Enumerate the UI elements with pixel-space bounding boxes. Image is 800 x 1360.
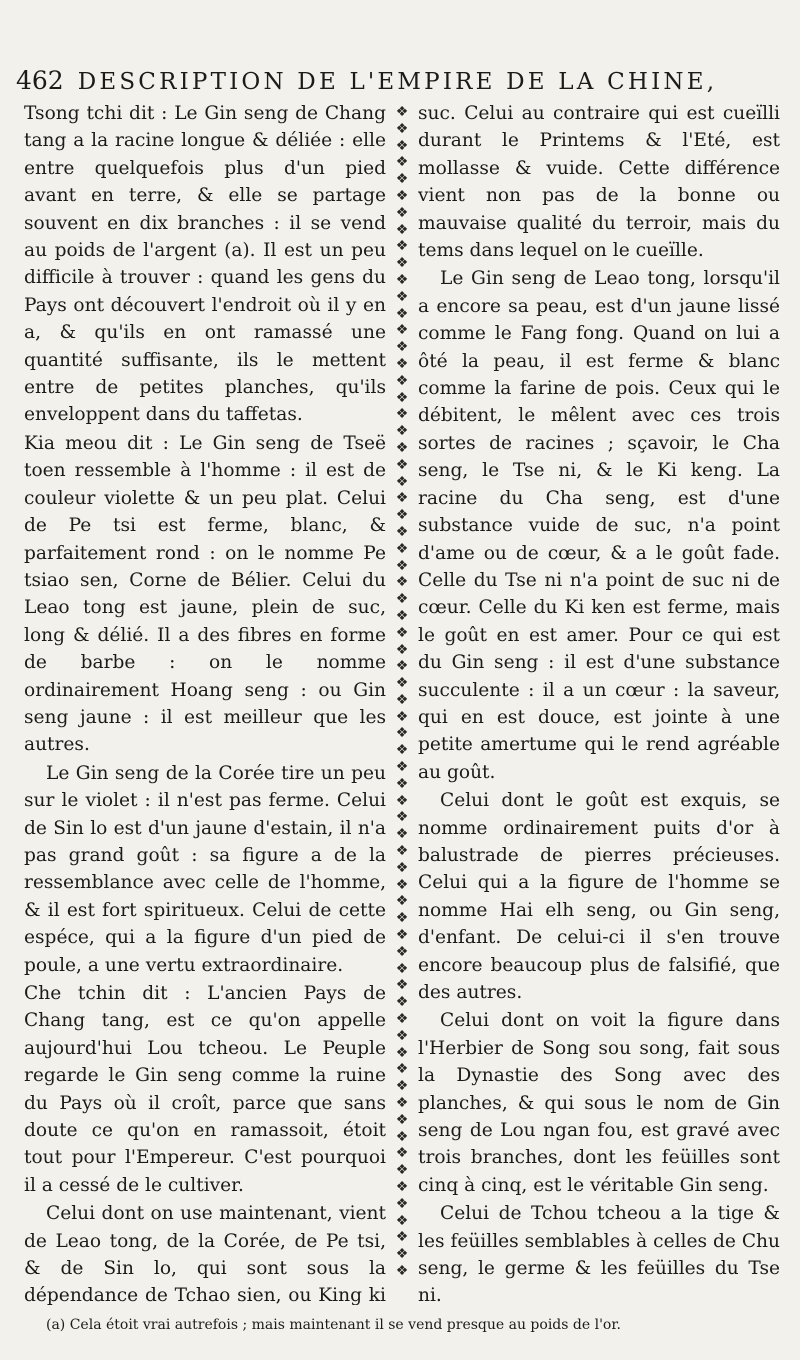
paragraph: Kia meou dit : Le Gin seng de Tseë toen ressemble à l'homme : il est de couleur violette & un peu plat. Celui de Pe tsi est ferme, blanc, & parfaitement rond : on le nomme Pe tsiao sen, Corne de Bélier. Celui du Leao tong est jaune, plein de suc, long & délié. Il a des fibres en forme de barbe : on le nomme ordinairement Hoang seng : ou Gin seng jaune : il est meilleur que les autres.: [24, 432, 386, 756]
paragraph: Che tchin dit : L'ancien Pays de Chang tang, est ce qu'on appelle aujourd'hui Lou tcheou. Le Peuple regarde le Gin seng comme la ruine du Pays où il croît, parce que sans doute ce qu'on en ramassoit, étoit tout pour l'Empereur. C'est pourquoi il a cessé de le cultiver.: [24, 983, 386, 1196]
footnote: (a) Cela étoit vrai autrefois ; mais maintenant il se vend presque au poids de l'or.: [46, 1317, 621, 1333]
right-column: [418, 100, 780, 1305]
paragraph: Celui dont on use maintenant, vient de Leao tong, de la Corée, de Pe tsi, & de Sin lo, qui sont sous la dépendance de Tchao sien, ou King ki: [24, 1203, 386, 1305]
left-column: [24, 100, 386, 1305]
running-title: DESCRIPTION DE L'EMPIRE DE LA CHINE,: [77, 69, 718, 95]
paragraph: Celui de Tchou tcheou a la tige & les feüilles semblables à celles de Chu seng, le germe & les feüilles du Tse ni.: [418, 1203, 780, 1305]
paragraph: Celui dont le goût est exquis, se nomme ordinairement puits d'or à balustrade de pierres précieuses. Celui qui a la figure de l'homme se nomme Hai elh seng, ou Gin seng, d'enfant. De celui-ci il s'en trouve encore beaucoup plus de falsifié, que des autres.: [418, 790, 780, 1003]
paragraph: Le Gin seng de Leao tong, lorsqu'il a encore sa peau, est d'un jaune lissé comme le Fang fong. Quand on lui a ôté la peau, il est ferme & blanc comme la farine de pois. Ceux qui le débitent, le mêlent avec ces trois sortes de racines ; sçavoir, le Cha seng, le Tse ni, & le Ki keng. La racine du Cha seng, est d'une substance vuide de suc, n'a point d'ame ou de cœur, & a le goût fade. Celle du Tse ni n'a point de suc ni de cœur. Celle du Ki ken est ferme, mais le goût en est amer. Pour ce qui est du Gin seng : il est d'une substance succulente : il a un cœur : la saveur, qui en est douce, est jointe à une petite amertume qui le rend agréable au goût.: [418, 268, 780, 783]
ornamental-column-divider: ❖ ❖ ❖ ❖ ❖ ❖ ❖ ❖ ❖ ❖ ❖ ❖ ❖ ❖ ❖ ❖ ❖ ❖ ❖ ❖ ❖ ❖ ❖ ❖ ❖ ❖ ❖ ❖ ❖ ❖ ❖ ❖ ❖ ❖ ❖ ❖ ❖ ❖ ❖ ❖ ❖ ❖ ❖ ❖ ❖ ❖ ❖ ❖ ❖ ❖ ❖ ❖ ❖ ❖ ❖ ❖ ❖ ❖ ❖ ❖ ❖ ❖ ❖ ❖ ❖ ❖ ❖ ❖ ❖ ❖: [395, 104, 409, 1279]
paragraph: Tsong tchi dit : Le Gin seng de Chang tang a la racine longue & déliée : elle entre quelquefois plus d'un pied avant en terre, & elle se partage souvent en dix branches : il se vend au poids de l'argent (a). Il est un peu difficile à trouver : quand les gens du Pays ont découvert l'endroit où il y en a, & qu'ils en ont ramassé une quantité suffisante, ils le mettent entre de petites planches, qu'ils enveloppent dans du taffetas.: [24, 103, 386, 426]
paragraph: Celui dont on voit la figure dans l'Herbier de Song sou song, fait sous la Dynastie des Song avec des planches, & qui sous le nom de Gin seng de Lou ngan fou, est gravé avec trois branches, dont les feüilles sont cinq à cinq, est le véritable Gin seng.: [418, 1010, 780, 1196]
page-number: 462: [16, 66, 64, 95]
paragraph: Le Gin seng de la Corée tire un peu sur le violet : il n'est pas ferme. Celui de Sin lo est d'un jaune d'estain, il n'a pas grand goût : sa figure a de la ressemblance avec celle de l'homme, & il est fort spiritueux. Celui de cette espéce, qui a la figure d'un pied de poule, a une vertu extraordinaire.: [24, 762, 386, 976]
paragraph: suc. Celui au contraire qui est cueïlli durant le Printems & l'Eté, est mollasse & vuide. Cette différence vient non pas de la bonne ou mauvaise qualité du terroir, mais du tems dans lequel on le cueïlle.: [418, 103, 780, 262]
